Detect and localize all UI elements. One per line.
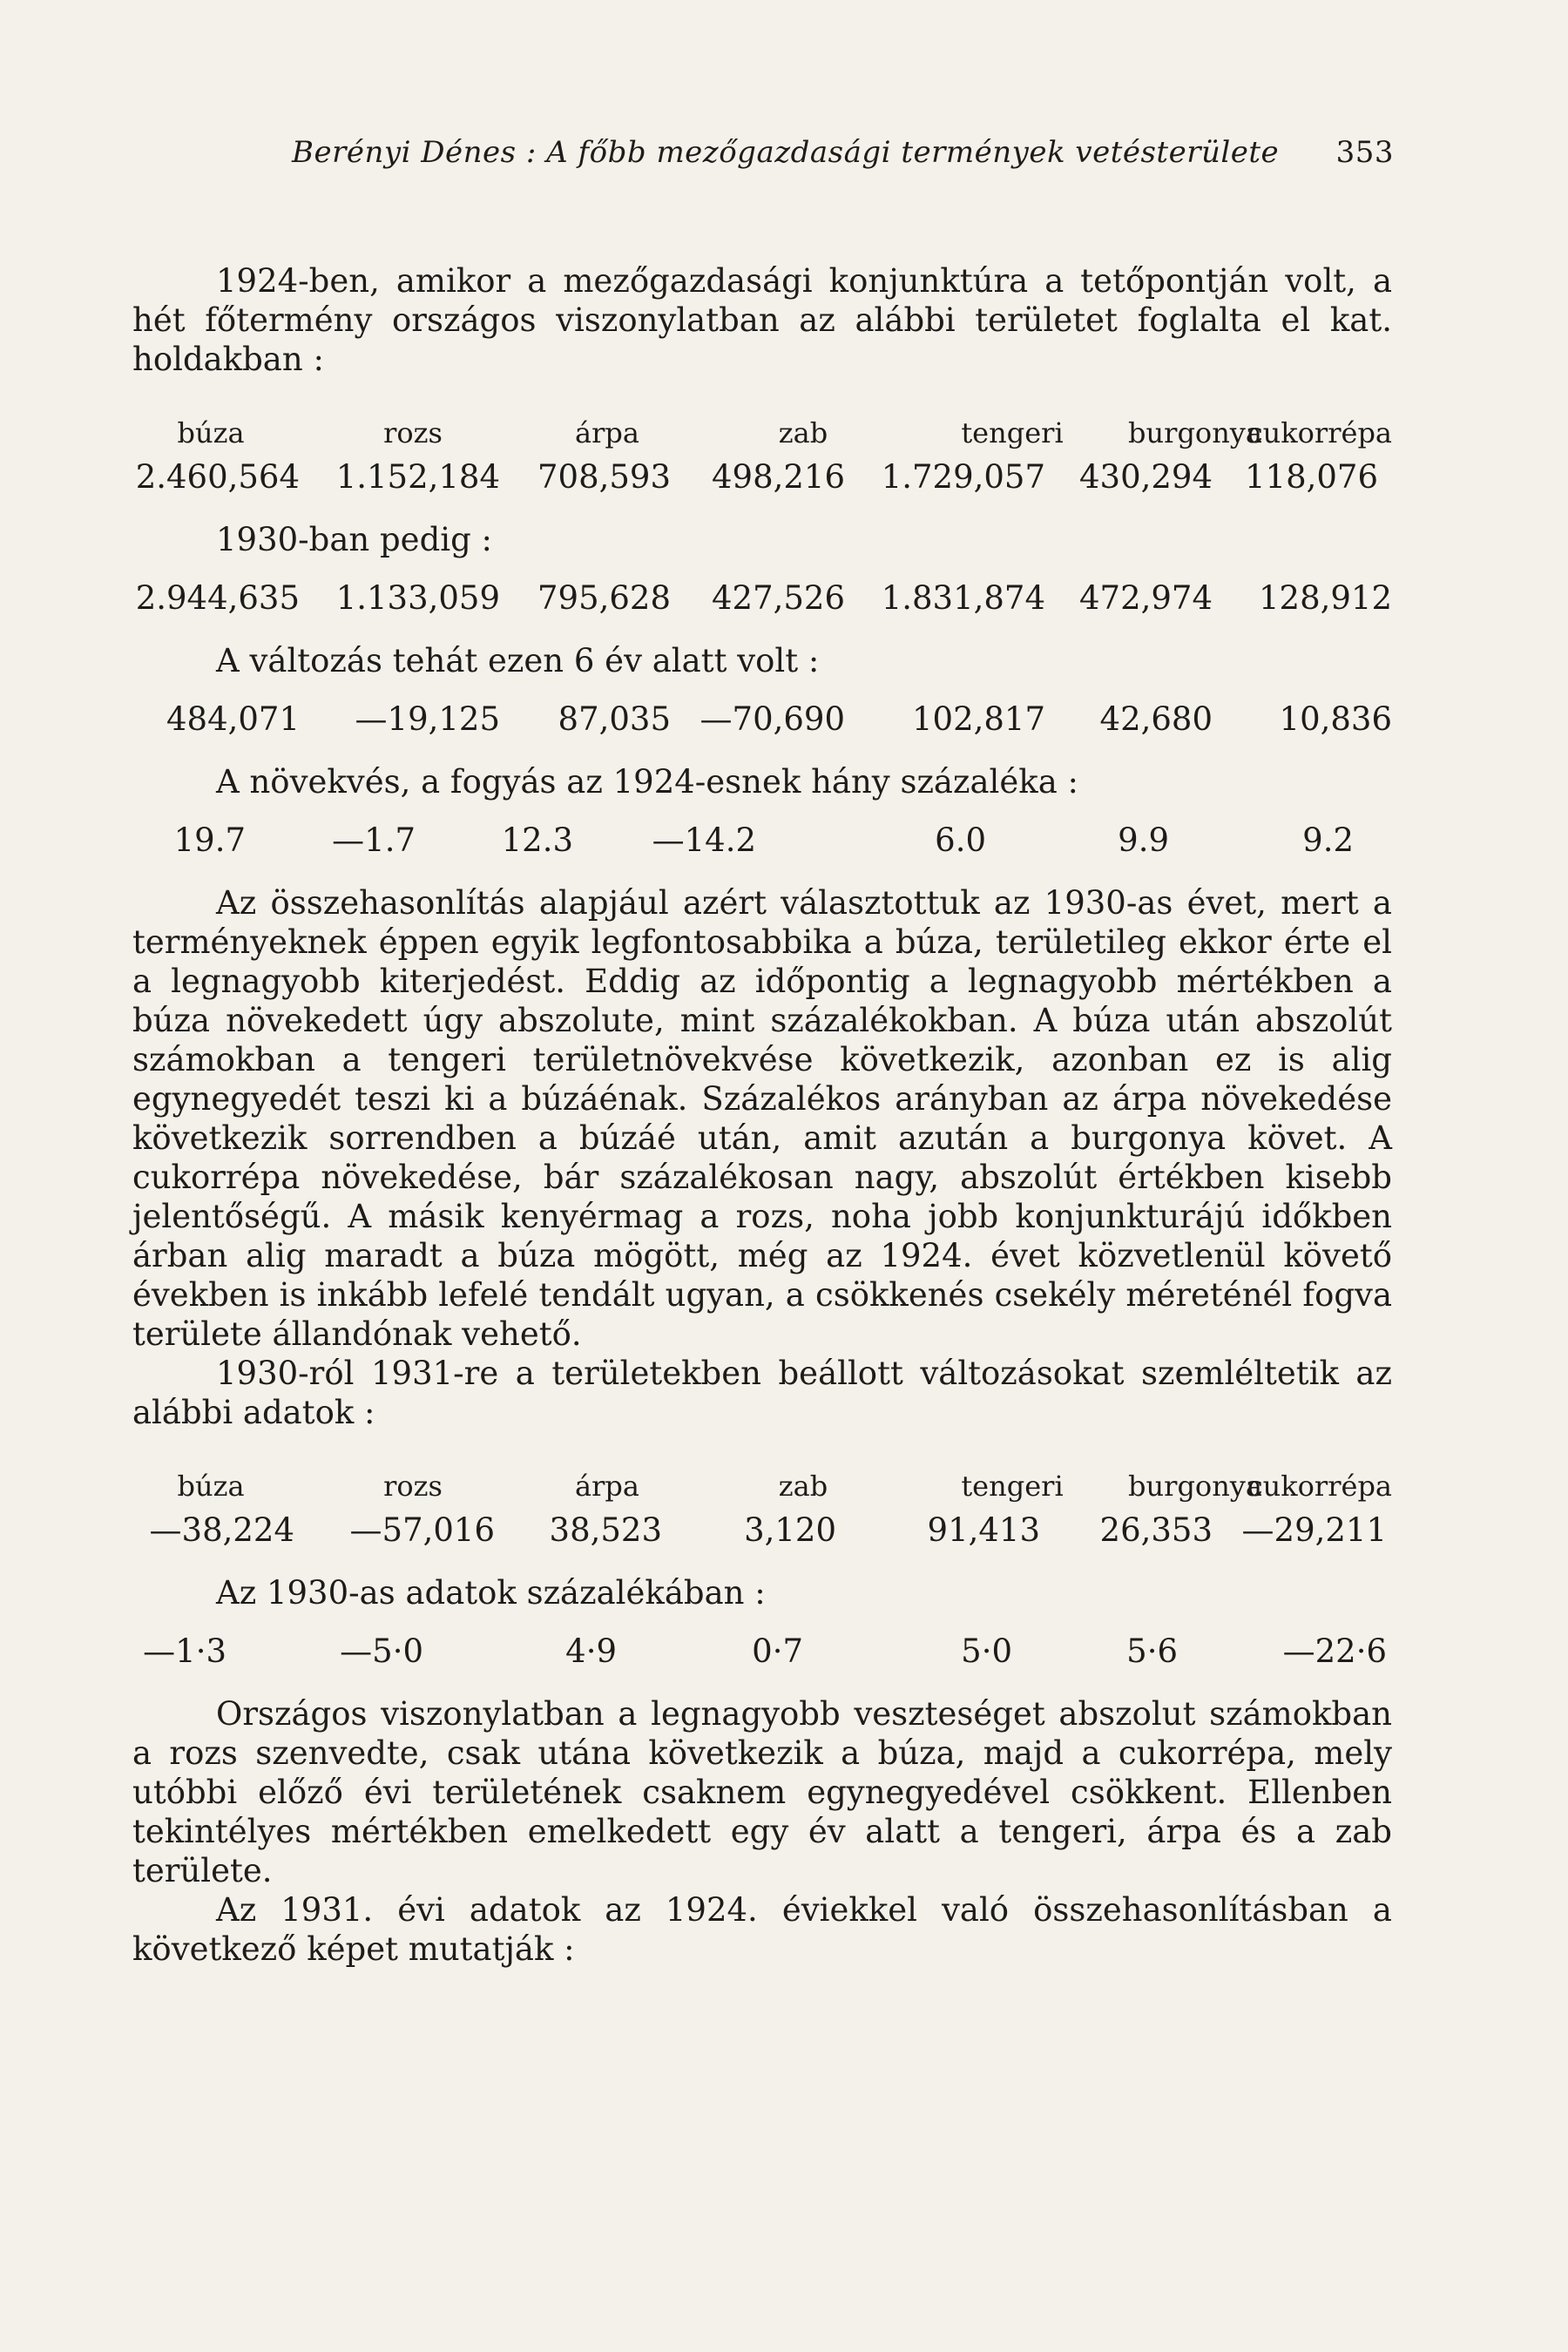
cell-1930-burgonya: 472,974 [1078,579,1213,617]
table-row-1930 [132,578,1392,622]
cell-change-buza: 484,071 [166,700,300,738]
cell-31chg-tengeri: 91,413 [927,1511,1040,1549]
cell-1930-buza: 2.944,635 [135,579,300,617]
cell-pct30-arpa: 4·9 [565,1632,617,1670]
cell-1930-arpa: 795,628 [537,579,671,617]
cell-1924-buza: 2.460,564 [135,458,300,496]
cell-31chg-zab: 3,120 [744,1511,836,1549]
cell-31chg-cukorrepa: —29,211 [1241,1511,1387,1549]
cell-1924-zab: 498,216 [711,458,845,496]
cell-31chg-rozs: —57,016 [349,1511,495,1549]
cell-1930-cukorrepa: 128,912 [1258,579,1392,617]
label-change: A változás tehát ezen 6 év alatt volt : [216,642,820,679]
cell-pct-buza: 19.7 [173,821,246,859]
cell-change-cukorrepa: 10,836 [1279,700,1392,738]
cell-pct-tengeri: 6.0 [935,821,986,859]
table-row-pct [132,821,1392,864]
cell-change-burgonya: 42,680 [1099,700,1213,738]
paragraph-intro-1924: 1924-ben, amikor a mezőgazdasági konjunktúra a tetőpontján volt, a hét főtermény országos viszonylatban az alábbi területet foglalta el kat. holdakban : [132,262,1392,378]
running-head-title: Berényi Dénes : A főbb mezőgazdasági termények vetésterülete [292,135,1280,170]
crop-header-row-2 [132,1467,1392,1511]
header2-zab: zab [778,1470,828,1503]
header-arpa: árpa [575,416,639,449]
header-buza: búza [177,416,245,449]
header2-cukorrepa: cukorrépa [1247,1470,1392,1503]
cell-change-arpa: 87,035 [558,700,671,738]
cell-pct-rozs: —1.7 [332,821,416,859]
cell-change-zab: —70,690 [700,700,845,738]
cell-change-tengeri: 102,817 [911,700,1045,738]
cell-1930-zab: 427,526 [711,579,845,617]
page-body [132,261,1392,1969]
cell-change-rozs: —19,125 [355,700,500,738]
table-row-pct-1930 [132,1632,1392,1675]
header-zab: zab [778,416,828,449]
table-row-1924 [132,457,1392,501]
paragraph-comparison: Az összehasonlítás alapjául azért választottuk az 1930-as évet, mert a terményeknek éppen egyik legfontosabbika a búza, területileg ekkor érte el a legnagyobb kiterjedést. Eddig az időpontig a legnagyobb mértékben a búza növekedett úgy abszolute, mint százalékokban. A búza után abszolút számokban a tengeri területnövekvése következik, azonban ez is alig egynegyedét teszi ki a búzáénak. Százalékos arányban az árpa növekedése következik sorrendben a búzáé után, amit azután a burgonya követ. A cukorrépa növekedése, bár százalékosan nagy, abszolút értékben kisebb jelentőségű. A másik kenyérmag a rozs, noha jobb konjunkturájú időkben árban alig maradt a búza mögött, még az 1924. évet közvetlenül követő években is inkább lefelé tendált ugyan, a csökkenés csekély méreténél fogva területe állandónak vehető. [132,884,1392,1353]
table-row-change [132,700,1392,743]
header2-buza: búza [177,1470,245,1503]
cell-1924-cukorrepa: 118,076 [1244,458,1378,496]
cell-31chg-burgonya: 26,353 [1099,1511,1213,1549]
cell-1924-burgonya: 430,294 [1078,458,1213,496]
cell-pct30-burgonya: 5·6 [1126,1632,1178,1670]
page-number: 353 [1335,135,1394,170]
header-rozs: rozs [383,416,443,449]
cell-1924-arpa: 708,593 [537,458,671,496]
cell-1930-rozs: 1.133,059 [335,579,500,617]
cell-1930-tengeri: 1.831,874 [881,579,1045,617]
cell-pct30-rozs: —5·0 [340,1632,423,1670]
paragraph-final: Az 1931. évi adatok az 1924. éviekkel való összehasonlításban a következő képet mutatják : [132,1891,1392,1968]
running-head [292,135,1394,170]
header-burgonya: burgonya [1128,416,1262,449]
crop-header-row [132,414,1392,457]
cell-pct-zab: —14.2 [652,821,756,859]
label-pct-1930: Az 1930-as adatok százalékában : [216,1574,766,1612]
header-cukorrepa: cukorrépa [1247,416,1392,449]
cell-31chg-buza: —38,224 [149,1511,294,1549]
header2-burgonya: burgonya [1128,1470,1262,1503]
label-pct: A növekvés, a fogyás az 1924-esnek hány százaléka : [216,763,1078,801]
header2-arpa: árpa [575,1470,639,1503]
cell-pct30-zab: 0·7 [752,1632,803,1670]
cell-pct30-tengeri: 5·0 [961,1632,1012,1670]
cell-pct30-buza: —1·3 [143,1632,226,1670]
table-row-1931-change [132,1511,1392,1554]
paragraph-national: Országos viszonylatban a legnagyobb veszteséget abszolut számokban a rozs szenvedte, csak utána következik a búza, majd a cukorrépa, mely utóbbi előző évi területének csaknem egynegyedével csökkent. Ellenben tekintélyes mértékben emelkedett egy év alatt a tengeri, árpa és a zab területe. [132,1695,1392,1889]
cell-1924-rozs: 1.152,184 [335,458,500,496]
header-tengeri: tengeri [961,416,1064,449]
cell-pct-burgonya: 9.9 [1118,821,1169,859]
header2-tengeri: tengeri [961,1470,1064,1503]
cell-pct-arpa: 12.3 [501,821,573,859]
cell-pct-cukorrepa: 9.2 [1302,821,1354,859]
label-1930: 1930-ban pedig : [216,521,493,558]
cell-31chg-arpa: 38,523 [549,1511,662,1549]
cell-1924-tengeri: 1.729,057 [881,458,1045,496]
header2-rozs: rozs [383,1470,443,1503]
paragraph-1930-1931: 1930-ról 1931-re a területekben beállott változásokat szemléltetik az alábbi adatok : [132,1355,1392,1431]
cell-pct30-cukorrepa: —22·6 [1282,1632,1387,1670]
